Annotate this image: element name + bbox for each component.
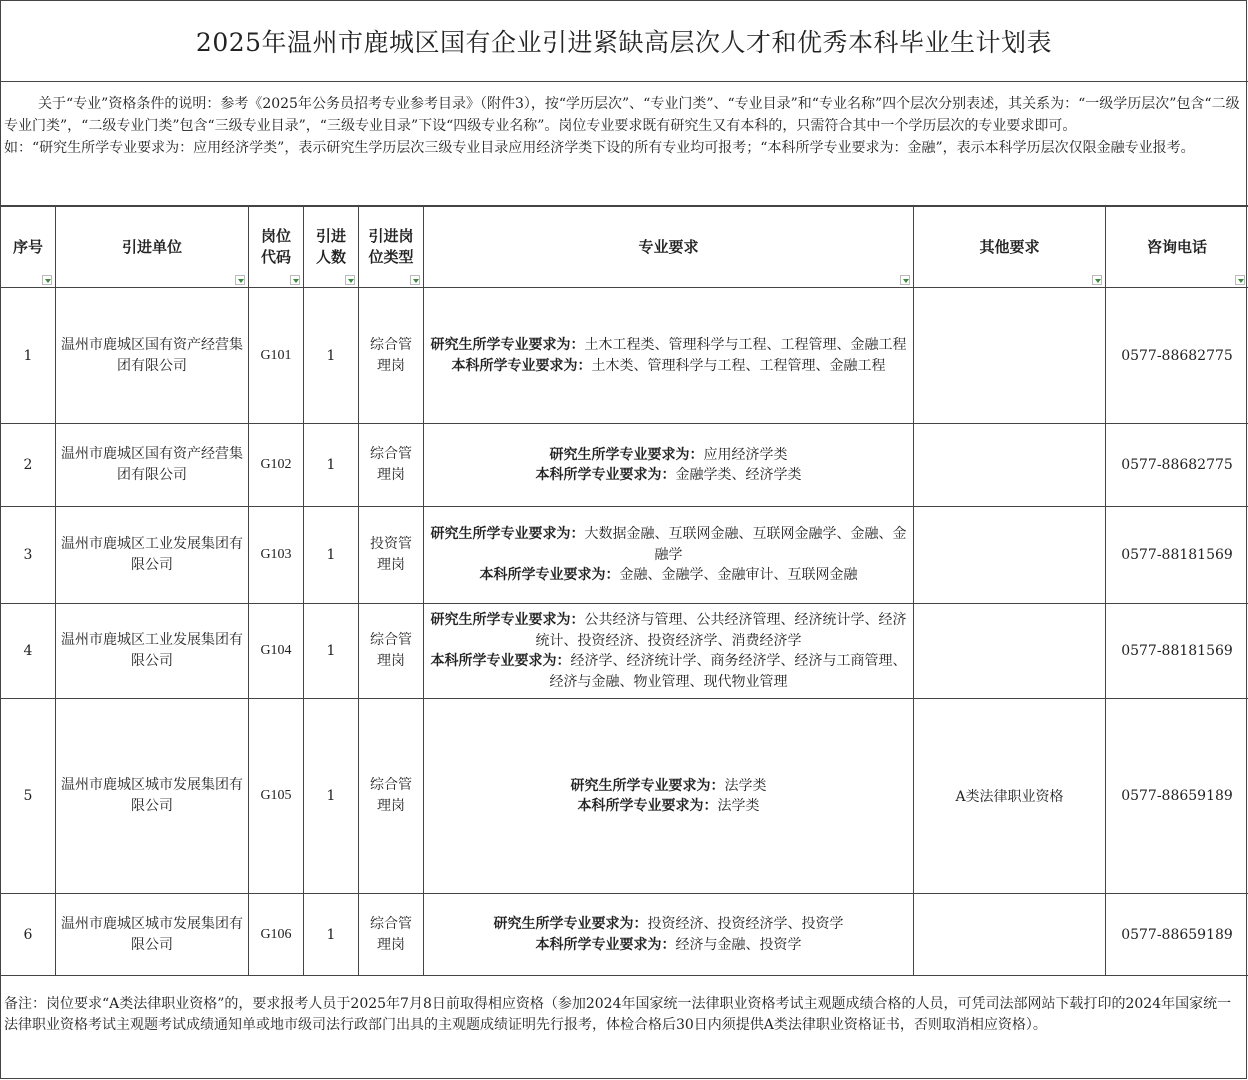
cell-phone: 0577-88181569: [1106, 604, 1248, 699]
cell-type: 投资管理岗: [359, 507, 424, 604]
notes-example: 如：“研究生所学专业要求为：应用经济学类”，表示研究生学历层次三级专业目录应用经济学类下设的所有专业均可报考；“本科所学专业要求为：金融”，表示本科学历层次仅限金融专业报考。: [4, 140, 1195, 156]
cell-seq: 6: [1, 894, 56, 976]
filter-dropdown-icon[interactable]: [900, 275, 910, 285]
cell-major: 研究生所学专业要求为：土木工程类、管理科学与工程、工程管理、金融工程 本科所学专业要求为：土木类、管理科学与工程、工程管理、金融工程: [424, 288, 914, 424]
cell-major: 研究生所学专业要求为：投资经济、投资经济学、投资学 本科所学专业要求为：经济与金融、投资学: [424, 894, 914, 976]
footer-note: 备注：岗位要求“A类法律职业资格”的，要求报考人员于2025年7月8日前取得相应资格（参加2024年国家统一法律职业资格考试主观题成绩合格的人员，可凭司法部网站下载打印的2024年国家统一法律职业资格考试主观题考试成绩通知单或地市级司法行政部门出具的主观题成绩证明先行报考，体检合格后30日内须提供A类法律职业资格证书，否则取消相应资格）。: [4, 996, 1232, 1033]
cell-other: [914, 604, 1106, 699]
filter-dropdown-icon[interactable]: [345, 275, 355, 285]
header-code: 岗位代码: [249, 207, 304, 288]
cell-type: 综合管理岗: [359, 699, 424, 894]
header-phone: 咨询电话: [1106, 207, 1248, 288]
filter-dropdown-icon[interactable]: [42, 275, 52, 285]
cell-other: [914, 894, 1106, 976]
cell-unit: 温州市鹿城区工业发展集团有限公司: [56, 507, 249, 604]
notes-explanation: 关于“专业”资格条件的说明：参考《2025年公务员招考专业参考目录》（附件3），按“学历层次”、“专业门类”、“专业目录”和“专业名称”四个层次分别表述，其关系为：“一级学历层次”包含“二级专业门类”，“二级专业门类”包含“三级专业目录”，“三级专业目录”下设“四级专业名称”。岗位专业要求既有研究生又有本科的，只需符合其中一个学历层次的专业要求即可。: [4, 96, 1240, 134]
header-count: 引进人数: [304, 207, 359, 288]
cell-count: 1: [304, 604, 359, 699]
cell-other: [914, 507, 1106, 604]
table-row: [1, 604, 1248, 699]
filter-dropdown-icon[interactable]: [1235, 275, 1245, 285]
cell-code: G105: [249, 699, 304, 894]
cell-code: G103: [249, 507, 304, 604]
cell-unit: 温州市鹿城区工业发展集团有限公司: [56, 604, 249, 699]
cell-phone: 0577-88659189: [1106, 699, 1248, 894]
filter-dropdown-icon[interactable]: [1092, 275, 1102, 285]
cell-other: A类法律职业资格: [914, 699, 1106, 894]
cell-phone: 0577-88659189: [1106, 894, 1248, 976]
page-title: 2025年温州市鹿城区国有企业引进紧缺高层次人才和优秀本科毕业生计划表: [0, 0, 1248, 82]
table-row: [1, 894, 1248, 976]
header-other: 其他要求: [914, 207, 1106, 288]
cell-count: 1: [304, 699, 359, 894]
cell-code: G101: [249, 288, 304, 424]
cell-count: 1: [304, 424, 359, 507]
header-unit: 引进单位: [56, 207, 249, 288]
cell-type: 综合管理岗: [359, 894, 424, 976]
table-row: [1, 507, 1248, 604]
cell-major: 研究生所学专业要求为：大数据金融、互联网金融、互联网金融学、金融、金融学 本科所学专业要求为：金融、金融学、金融审计、互联网金融: [424, 507, 914, 604]
filter-dropdown-icon[interactable]: [410, 275, 420, 285]
cell-unit: 温州市鹿城区国有资产经营集团有限公司: [56, 424, 249, 507]
cell-count: 1: [304, 507, 359, 604]
cell-other: [914, 288, 1106, 424]
notes-section: [0, 82, 1248, 206]
cell-unit: 温州市鹿城区国有资产经营集团有限公司: [56, 288, 249, 424]
cell-type: 综合管理岗: [359, 604, 424, 699]
table-row: [1, 288, 1248, 424]
cell-seq: 4: [1, 604, 56, 699]
cell-major: 研究生所学专业要求为：法学类 本科所学专业要求为：法学类: [424, 699, 914, 894]
header-type: 引进岗位类型: [359, 207, 424, 288]
filter-dropdown-icon[interactable]: [235, 275, 245, 285]
table-row: [1, 699, 1248, 894]
cell-code: G106: [249, 894, 304, 976]
cell-count: 1: [304, 288, 359, 424]
cell-phone: 0577-88181569: [1106, 507, 1248, 604]
cell-major: 研究生所学专业要求为：应用经济学类 本科所学专业要求为：金融学类、经济学类: [424, 424, 914, 507]
cell-major: 研究生所学专业要求为：公共经济与管理、公共经济管理、经济统计学、经济统计、投资经济、投资经济学、消费经济学 本科所学专业要求为：经济学、经济统计学、商务经济学、经济与工商管理、经济与金融、物业管理、现代物业管理: [424, 604, 914, 699]
cell-unit: 温州市鹿城区城市发展集团有限公司: [56, 699, 249, 894]
cell-phone: 0577-88682775: [1106, 424, 1248, 507]
cell-type: 综合管理岗: [359, 424, 424, 507]
cell-phone: 0577-88682775: [1106, 288, 1248, 424]
cell-seq: 5: [1, 699, 56, 894]
cell-seq: 2: [1, 424, 56, 507]
cell-other: [914, 424, 1106, 507]
cell-seq: 3: [1, 507, 56, 604]
cell-type: 综合管理岗: [359, 288, 424, 424]
cell-seq: 1: [1, 288, 56, 424]
cell-count: 1: [304, 894, 359, 976]
header-major: 专业要求: [424, 207, 914, 288]
filter-dropdown-icon[interactable]: [290, 275, 300, 285]
table-row: [1, 424, 1248, 507]
cell-code: G102: [249, 424, 304, 507]
plan-table: [0, 206, 1248, 976]
header-row: [1, 207, 1248, 288]
cell-code: G104: [249, 604, 304, 699]
cell-unit: 温州市鹿城区城市发展集团有限公司: [56, 894, 249, 976]
header-seq: 序号: [1, 207, 56, 288]
